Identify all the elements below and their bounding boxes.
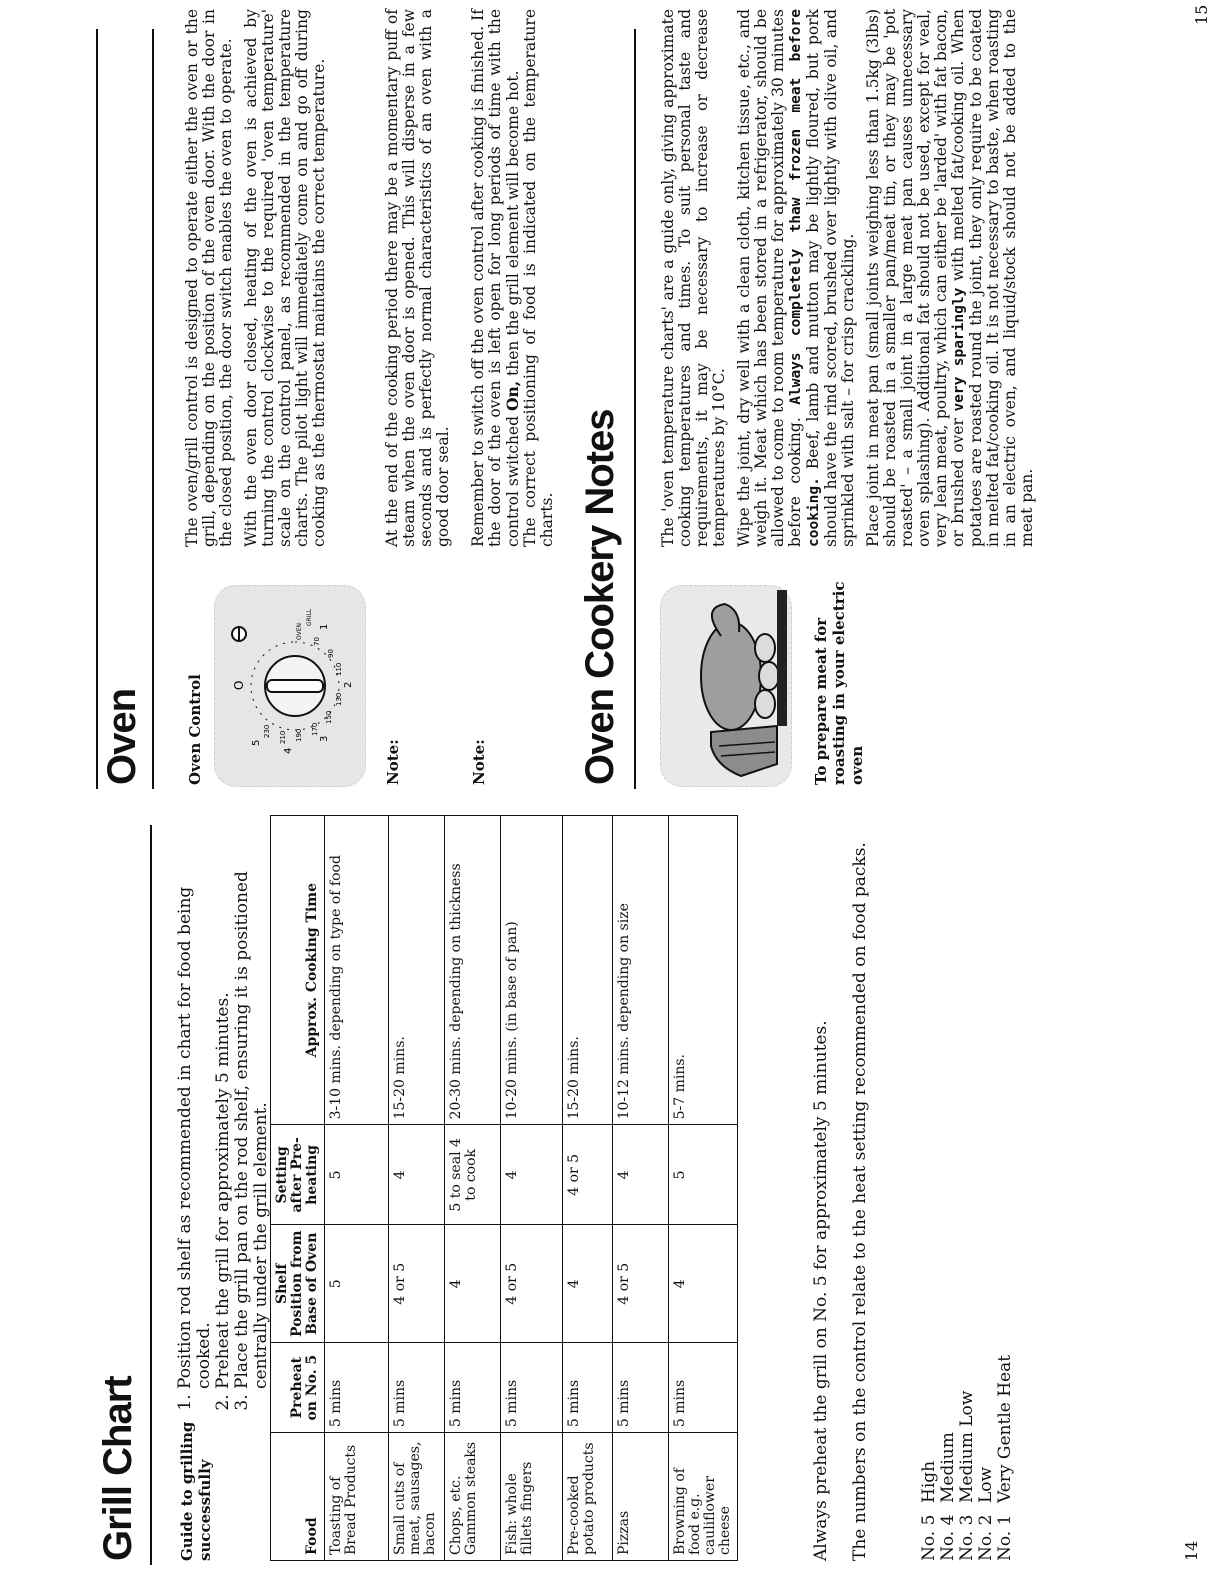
cell-preheat: 5 mins	[501, 1343, 563, 1433]
cell-preheat: 5 mins	[325, 1343, 389, 1433]
svg-text:OVEN: OVEN	[296, 622, 303, 640]
cell-setting: 4	[501, 1125, 563, 1225]
guide-heading: Guide to grilling successfully	[178, 1421, 214, 1561]
table-header-row	[271, 816, 325, 1561]
header-setting: Setting after Pre-heating	[271, 1125, 325, 1225]
cell-shelf: 4 or 5	[613, 1225, 669, 1343]
svg-text:O: O	[232, 680, 246, 690]
step-2: 2. Preheat the grill for approximately 5 minutes.	[214, 817, 233, 1389]
preheat-note: Always preheat the grill on No. 5 for approximately 5 minutes.	[811, 1020, 831, 1561]
svg-text:3: 3	[319, 735, 330, 742]
oven-control-text: The oven/grill control is designed to operate either the oven or the grill, depending on the position of the oven door. With the door in the closed position, the door switch enables the oven to operate. With the oven door closed, heating of the oven is achieved by turning the control clockwise to the required 'oven temperature' scale on the control panel, as recommended in the temperature charts. The pilot light will immediately come on and go off during cooking as the thermostat maintains the correct temperature.	[183, 9, 328, 547]
cookery-title-rule	[634, 29, 636, 789]
note-1-text: At the end of the cooking period there may be a momentary puff of steam when the oven door is opened. This will disperse in a few seconds and is perfectly normal characteristics of an oven with a good door seal.	[383, 9, 452, 547]
cell-shelf: 4 or 5	[389, 1225, 445, 1343]
roast-illustration	[660, 585, 792, 787]
table-row	[445, 816, 501, 1561]
cell-setting: 4	[389, 1125, 445, 1225]
cell-food: Chops, etc. Gammon steaks	[445, 1433, 501, 1561]
svg-text:170: 170	[311, 722, 319, 736]
list-item: No. 1 Very Gentle Heat	[995, 1354, 1015, 1561]
cell-shelf: 5	[325, 1225, 389, 1343]
table-row	[613, 816, 669, 1561]
svg-text:110: 110	[335, 662, 343, 676]
grill-title-rule	[150, 825, 152, 1565]
oven-top-rule	[96, 29, 98, 789]
cell-food: Fish: whole fillets fingers	[501, 1433, 563, 1561]
roast-meat-icon	[661, 586, 791, 786]
cell-shelf: 4	[563, 1225, 613, 1343]
svg-text:70: 70	[313, 637, 321, 646]
svg-text:1: 1	[319, 623, 330, 630]
cell-food: Browning of food e.g. cauliflower cheese	[669, 1433, 738, 1561]
header-food: Food	[271, 1433, 325, 1561]
note-2-text: Remember to switch off the oven control after cooking is finished. If the door of the oven is left open for long periods of time with the control switched On, then the grill element will become hot. The correct positioning of food is indicated on the temperature charts.	[469, 9, 556, 547]
svg-text:GRILL: GRILL	[306, 608, 313, 626]
cell-time: 3-10 mins. depending on type of food	[325, 816, 389, 1125]
list-item: No. 3 Medium Low	[957, 1390, 977, 1561]
cell-preheat: 5 mins	[445, 1343, 501, 1433]
svg-text:150: 150	[325, 710, 333, 724]
page-number-right: 15	[1192, 4, 1211, 25]
cell-time: 10-20 mins. (in base of pan)	[501, 816, 563, 1125]
oven-title-rule	[152, 29, 154, 789]
cell-time: 20-30 mins. depending on thickness	[445, 816, 501, 1125]
list-item: No. 5 High	[919, 1460, 939, 1561]
svg-text:2: 2	[343, 681, 354, 688]
header-time: Approx. Cooking Time	[271, 816, 325, 1125]
heat-settings-list	[920, 1355, 1015, 1561]
cell-setting: 5	[325, 1125, 389, 1225]
svg-text:190: 190	[295, 728, 303, 742]
grill-chart-title: Grill Chart	[96, 1376, 140, 1561]
list-item: No. 4 Medium	[938, 1432, 958, 1561]
oven-dial-icon	[215, 586, 365, 786]
cell-shelf: 4 or 5	[501, 1225, 563, 1343]
table-row	[501, 816, 563, 1561]
cell-preheat: 5 mins	[613, 1343, 669, 1433]
cell-shelf: 4	[669, 1225, 738, 1343]
cell-preheat: 5 mins	[389, 1343, 445, 1433]
svg-text:230: 230	[263, 724, 271, 738]
note-label-2: Note:	[470, 739, 488, 785]
svg-text:90: 90	[327, 649, 335, 658]
oven-title: Oven	[100, 688, 144, 785]
oven-control-heading: Oven Control	[186, 674, 204, 785]
cell-shelf: 4	[445, 1225, 501, 1343]
table-row	[669, 816, 738, 1561]
step-3: 3. Place the grill pan on the rod shelf, ensuring it is positioned centrally under the grill element.	[233, 817, 271, 1389]
cell-time: 15-20 mins.	[389, 816, 445, 1125]
header-shelf: Shelf Position from Base of Oven	[271, 1225, 325, 1343]
header-preheat: Preheat on No. 5	[271, 1343, 325, 1433]
cell-time: 15-20 mins.	[563, 816, 613, 1125]
cell-setting: 5	[669, 1125, 738, 1225]
step-1: 1. Position rod shelf as recommended in chart for food being cooked.	[176, 817, 214, 1389]
cell-time: 10-12 mins. depending on size	[613, 816, 669, 1125]
cell-setting: 4	[613, 1125, 669, 1225]
page-grill-chart	[0, 795, 1225, 1585]
cell-setting: 5 to seal 4 to cook	[445, 1125, 501, 1225]
cell-food: Toasting of Bread Products	[325, 1433, 389, 1561]
cell-food: Pizzas	[613, 1433, 669, 1561]
cell-setting: 4 or 5	[563, 1125, 613, 1225]
page-number-left: 14	[1182, 1540, 1201, 1561]
list-item: No. 2 Low	[976, 1466, 996, 1561]
cell-preheat: 5 mins	[563, 1343, 613, 1433]
cell-food: Small cuts of meat, sausages, bacon	[389, 1433, 445, 1561]
svg-text:210: 210	[279, 730, 287, 744]
svg-text:4: 4	[283, 747, 294, 754]
table-row	[325, 816, 389, 1561]
grill-steps	[176, 817, 271, 1417]
table-row	[389, 816, 445, 1561]
cookery-notes-text: The 'oven temperature charts' are a guide only, giving approximate cooking temperatures and times. To suit personal taste and requirements, it may be necessary to increase or decrease temperatures by 10°C. Wipe the joint, dry well with a clean cloth, kitchen tissue, etc., and weigh it. Meat which has been stored in a refrigerator, should be allowed to come to room temperature for approximately 30 minutes before cooking. Always completely thaw frozen meat before cooking. Beef, lamb and mutton may be lightly floured, but pork should have the rind scored, brushed over lightly with olive oil, and sprinkled with salt – for crisp crackling. Place joint in meat pan (small joints weighing less than 1.5kg (3lbs) should be roasted in a smaller pan/meat tin, or they may be 'pot roasted' – a small joint in a large meat pan causes unnecessary oven splashing). Additional fat should not be used, except for veal, very lean meat, poultry, which can either be 'larded' with fat bacon, or brushed over very sparingly with melted fat/cooking oil. When potatoes are roasted round the joint, they only require to be coated in melted fat/cooking oil. It is not necessary to baste, when roasting in an electric oven, and liquid/stock should not be added to the meat pan.	[659, 9, 1036, 547]
cell-food: Pre-cooked potato products	[563, 1433, 613, 1561]
svg-text:5: 5	[251, 739, 262, 746]
svg-text:130: 130	[335, 692, 343, 706]
oven-cookery-notes-title: Oven Cookery Notes	[578, 409, 622, 785]
cell-time: 5-7 mins.	[669, 816, 738, 1125]
grill-table	[270, 815, 738, 1561]
cell-preheat: 5 mins	[669, 1343, 738, 1433]
control-panel-illustration	[214, 585, 366, 787]
numbers-note: The numbers on the control relate to the heat setting recommended on food packs.	[850, 842, 870, 1561]
note-label-1: Note:	[384, 739, 402, 785]
prepare-meat-heading: To prepare meat for roasting in your electric oven	[812, 581, 866, 785]
table-row	[563, 816, 613, 1561]
